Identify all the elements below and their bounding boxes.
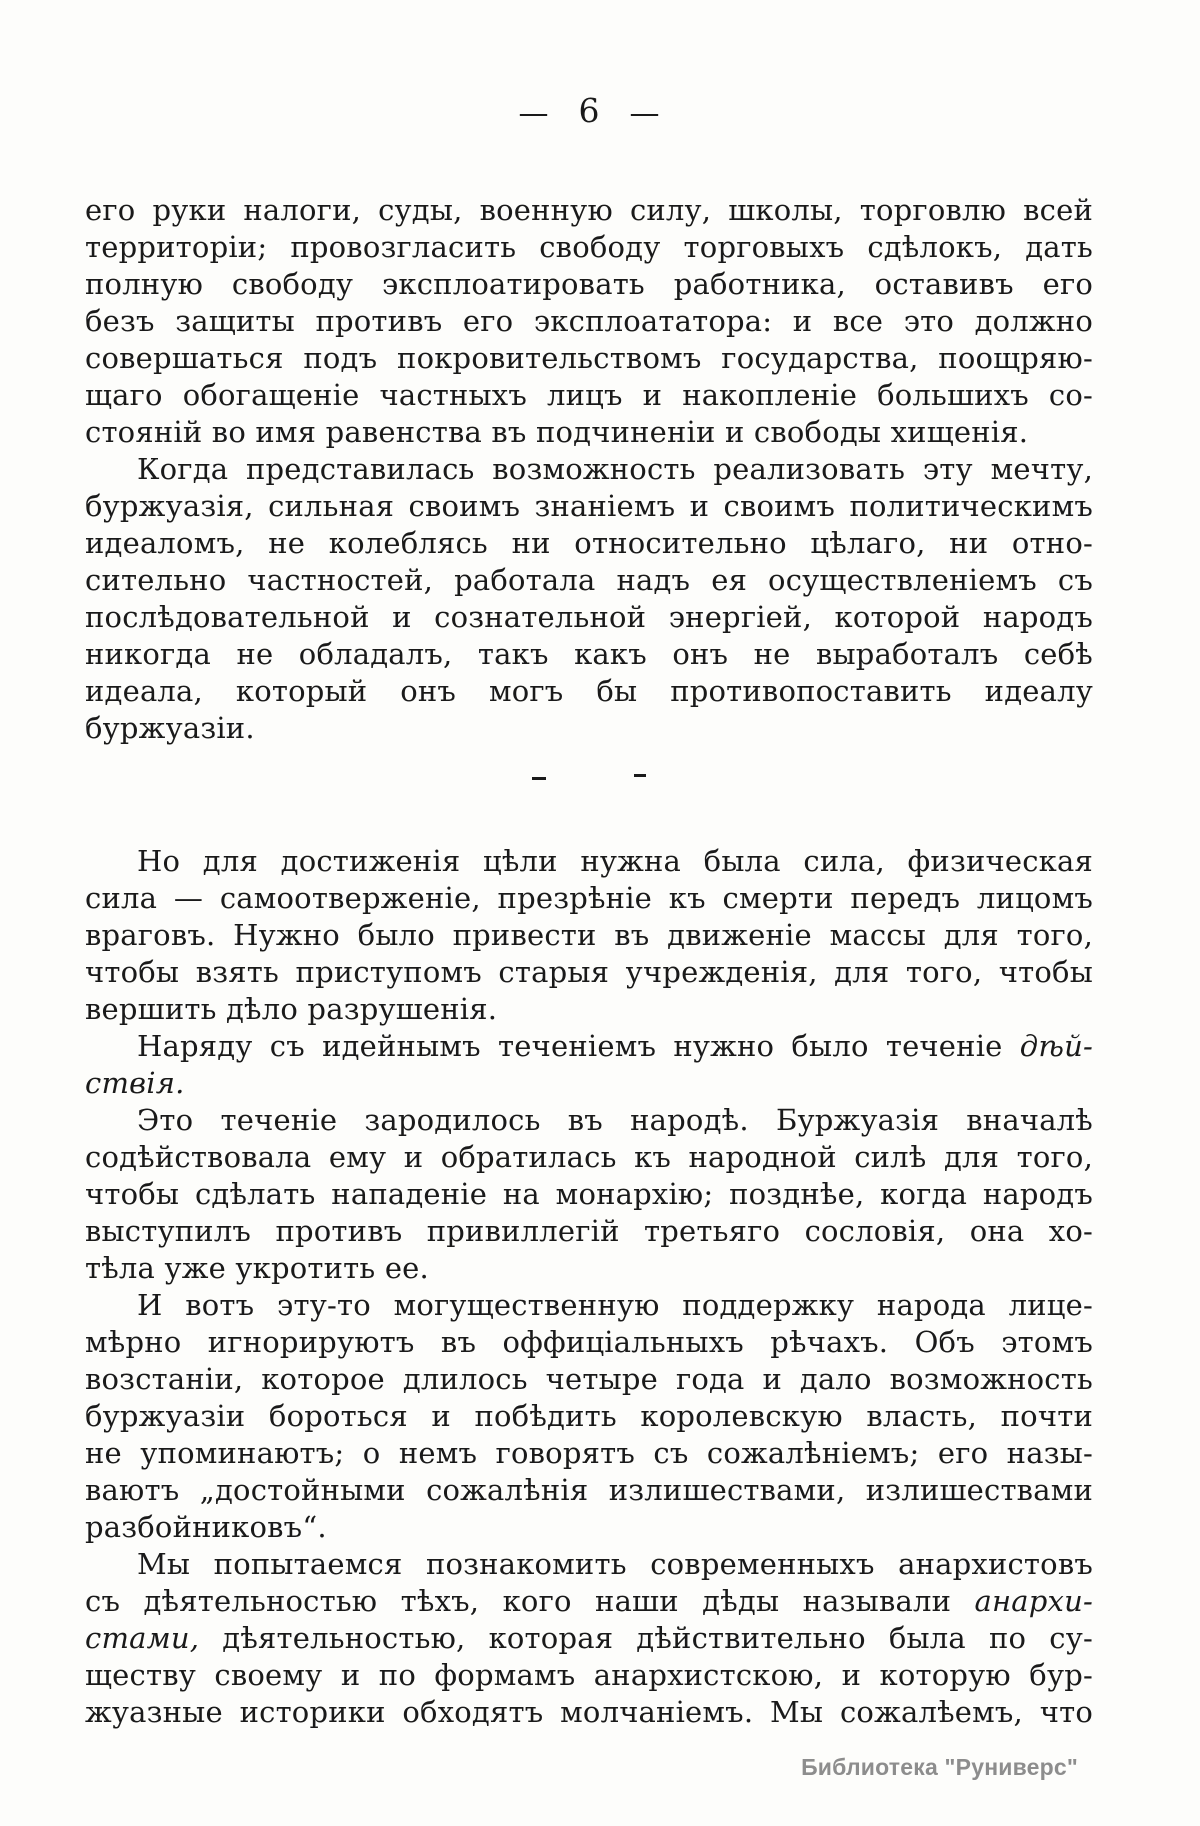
italic-text-segment: стами, bbox=[85, 1621, 200, 1655]
text-segment: территоріи; провозгласить свободу торговыхъ сдѣлокъ, дать bbox=[85, 230, 1093, 264]
text-segment: тѣла уже укротить ее. bbox=[85, 1251, 429, 1285]
text-segment: Но для достиженія цѣли нужна была сила, физическая bbox=[137, 844, 1093, 878]
text-segment: Наряду съ идейнымъ теченіемъ нужно было теченіе bbox=[137, 1029, 1020, 1063]
text-segment: послѣдовательной и сознательной энергіей, которой народъ bbox=[85, 600, 1093, 634]
text-line bbox=[85, 1620, 1093, 1657]
text-line bbox=[85, 229, 1093, 266]
text-segment: вершить дѣло разрушенія. bbox=[85, 992, 498, 1026]
text-block bbox=[85, 192, 1093, 1731]
text-line bbox=[85, 1213, 1093, 1250]
section bbox=[85, 843, 1093, 1731]
separator-dash bbox=[634, 774, 646, 777]
text-segment: ществу своему и по формамъ анархистскою, и которую бур- bbox=[85, 1658, 1093, 1692]
paragraph bbox=[85, 451, 1093, 747]
text-line bbox=[85, 1583, 1093, 1620]
text-line bbox=[85, 1398, 1093, 1435]
text-segment: никогда не обладалъ, такъ какъ онъ не выработалъ себѣ bbox=[85, 637, 1093, 671]
text-line bbox=[85, 451, 1093, 488]
paragraph bbox=[85, 843, 1093, 1028]
text-segment: Это теченіе зародилось въ народѣ. Буржуазія вначалѣ bbox=[137, 1103, 1093, 1137]
text-segment: чтобы взять приступомъ старыя учрежденія, для того, чтобы bbox=[85, 955, 1093, 989]
text-segment: дѣятельностью, которая дѣйствительно была по су- bbox=[199, 1621, 1093, 1655]
text-line bbox=[85, 488, 1093, 525]
text-line bbox=[85, 377, 1093, 414]
text-segment: полную свободу эксплоатировать работника, оставивъ его bbox=[85, 267, 1093, 301]
text-segment: идеала, который онъ могъ бы противопоставить идеалу bbox=[85, 674, 1093, 708]
italic-text-segment: дѣй- bbox=[1019, 1029, 1093, 1063]
header-dash-right: — bbox=[629, 96, 660, 131]
text-line bbox=[85, 843, 1093, 880]
text-segment: сительно частностей, работала надъ ея осуществленіемъ съ bbox=[85, 563, 1093, 597]
text-line bbox=[85, 1472, 1093, 1509]
header-dash-left: — bbox=[518, 96, 549, 131]
text-line bbox=[85, 636, 1093, 673]
italic-text-segment: анархи- bbox=[974, 1584, 1093, 1618]
page-header bbox=[85, 91, 1093, 133]
paragraph bbox=[85, 1287, 1093, 1546]
section-separator bbox=[85, 775, 1093, 781]
text-segment: ваютъ „достойными сожалѣнія излишествами, излишествами bbox=[85, 1473, 1093, 1507]
text-segment: щаго обогащеніе частныхъ лицъ и накопленіе большихъ со- bbox=[85, 378, 1093, 412]
text-line bbox=[85, 880, 1093, 917]
text-segment: не упоминаютъ; о немъ говорятъ съ сожалѣніемъ; его назы- bbox=[85, 1436, 1093, 1470]
text-line bbox=[85, 192, 1093, 229]
text-line bbox=[85, 1065, 1093, 1102]
text-segment: совершаться подъ покровительствомъ государства, поощряю- bbox=[85, 341, 1093, 375]
text-line bbox=[85, 599, 1093, 636]
text-line bbox=[85, 1361, 1093, 1398]
text-segment: идеаломъ, не колеблясь ни относительно цѣлаго, ни отно- bbox=[85, 526, 1093, 560]
text-segment: безъ защиты противъ его эксплоататора: и все это должно bbox=[85, 304, 1093, 338]
text-line bbox=[85, 1435, 1093, 1472]
text-line bbox=[85, 991, 1093, 1028]
text-segment: сила — самоотверженіе, презрѣніе къ смерти передъ лицомъ bbox=[85, 881, 1093, 915]
text-segment: содѣйствовала ему и обратилась къ народной силѣ для того, bbox=[85, 1140, 1093, 1174]
text-segment: его руки налоги, суды, военную силу, школы, торговлю всей bbox=[85, 193, 1093, 227]
text-segment: чтобы сдѣлать нападеніе на монархію; позднѣе, когда народъ bbox=[85, 1177, 1093, 1211]
text-segment: выступилъ противъ привиллегій третьяго сословія, она хо- bbox=[85, 1214, 1093, 1248]
paragraph bbox=[85, 192, 1093, 451]
text-segment: возстаніи, которое длилось четыре года и дало возможность bbox=[85, 1362, 1093, 1396]
text-segment: Мы попытаемся познакомить современныхъ анархистовъ bbox=[137, 1547, 1093, 1581]
paragraph bbox=[85, 1028, 1093, 1102]
text-line bbox=[85, 340, 1093, 377]
italic-text-segment: ствія. bbox=[85, 1066, 185, 1100]
text-line bbox=[85, 1287, 1093, 1324]
text-line bbox=[85, 303, 1093, 340]
text-line bbox=[85, 710, 1093, 747]
text-line bbox=[85, 1694, 1093, 1731]
text-line bbox=[85, 673, 1093, 710]
text-segment: мѣрно игнорируютъ въ оффиціальныхъ рѣчахъ. Объ этомъ bbox=[85, 1325, 1093, 1359]
page-number: 6 bbox=[578, 91, 600, 130]
text-line bbox=[85, 525, 1093, 562]
text-line bbox=[85, 414, 1093, 451]
text-line bbox=[85, 266, 1093, 303]
section bbox=[85, 192, 1093, 747]
text-segment: съ дѣятельностью тѣхъ, кого наши дѣды называли bbox=[85, 1584, 975, 1618]
text-segment: буржуазіи бороться и побѣдить королевскую власть, почти bbox=[85, 1399, 1093, 1433]
text-line bbox=[85, 1324, 1093, 1361]
text-line bbox=[85, 1250, 1093, 1287]
text-segment: жуазные историки обходятъ молчаніемъ. Мы сожалѣемъ, что bbox=[85, 1695, 1093, 1729]
text-line bbox=[85, 1139, 1093, 1176]
text-line bbox=[85, 954, 1093, 991]
text-line bbox=[85, 917, 1093, 954]
text-segment: Когда представилась возможность реализовать эту мечту, bbox=[137, 452, 1093, 486]
paragraph bbox=[85, 1546, 1093, 1731]
text-segment: стояній во имя равенства въ подчиненіи и свободы хищенія. bbox=[85, 415, 1029, 449]
text-line bbox=[85, 1176, 1093, 1213]
text-line bbox=[85, 1028, 1093, 1065]
text-segment: враговъ. Нужно было привести въ движеніе массы для того, bbox=[85, 918, 1093, 952]
text-segment: буржуазіи. bbox=[85, 711, 255, 745]
text-line bbox=[85, 1546, 1093, 1583]
paragraph bbox=[85, 1102, 1093, 1287]
text-line bbox=[85, 1509, 1093, 1546]
watermark-text: Библиотека "Руниверс" bbox=[801, 1754, 1078, 1780]
text-line bbox=[85, 1657, 1093, 1694]
text-segment: буржуазія, сильная своимъ знаніемъ и своимъ политическимъ bbox=[85, 489, 1093, 523]
text-line bbox=[85, 1102, 1093, 1139]
text-line bbox=[85, 562, 1093, 599]
text-segment: разбойниковъ“. bbox=[85, 1510, 327, 1544]
text-segment: И вотъ эту-то могущественную поддержку народа лице- bbox=[137, 1288, 1093, 1322]
separator-dash bbox=[532, 777, 546, 780]
